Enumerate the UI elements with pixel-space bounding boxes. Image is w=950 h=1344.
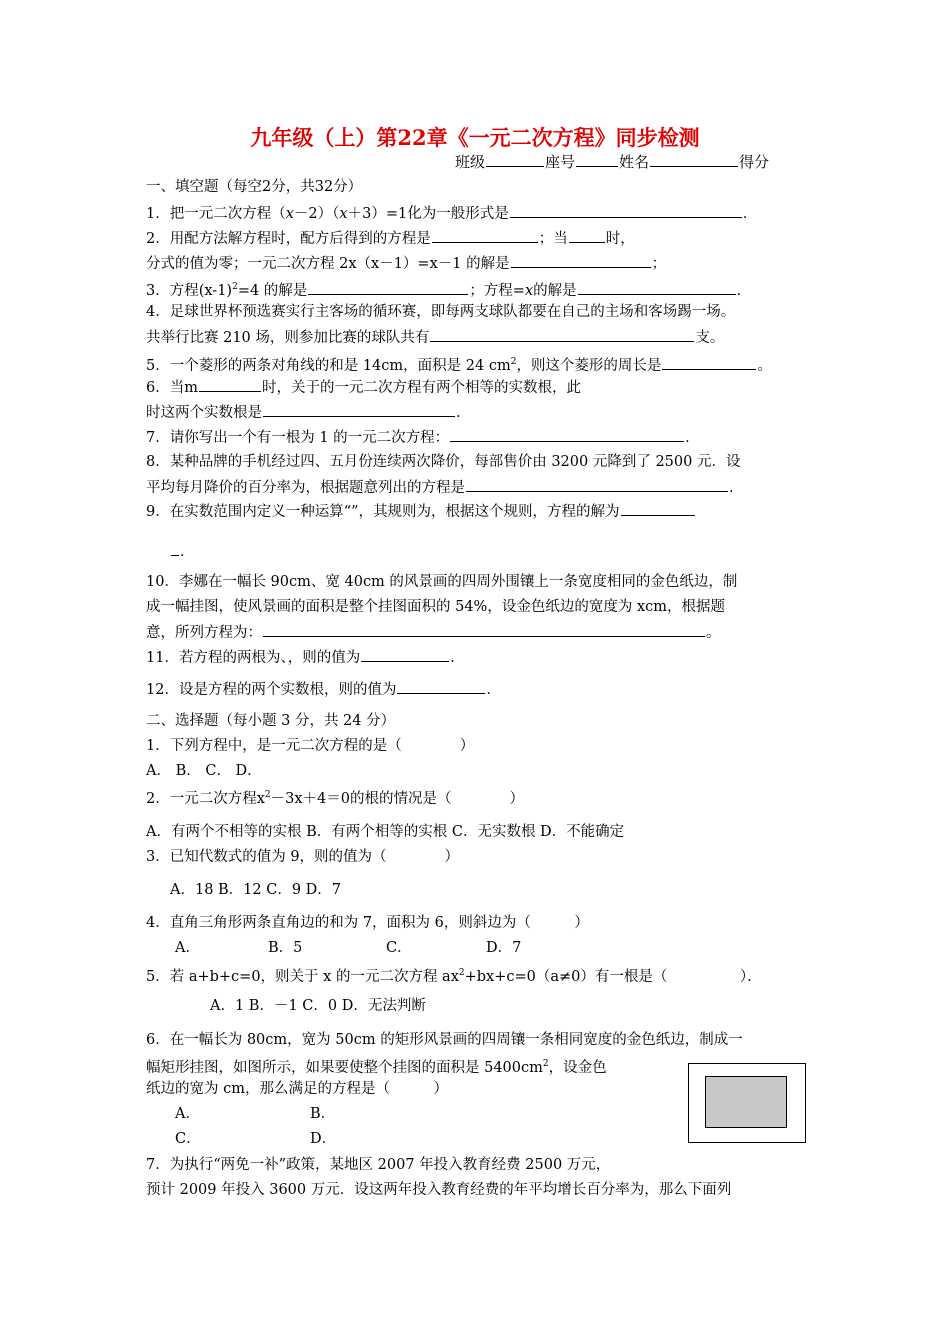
section2-heading: 二、选择题（每小题 3 分，共 24 分） xyxy=(146,713,396,729)
choice-7: 7．为执行“两免一补”政策，某地区 2007 年投入教育经费 2500 万元， xyxy=(146,1157,611,1173)
choice-6-cont: 幅矩形挂图，如图所示，如果要使整个挂图的面积是 $5400cm^2$，设金色 xyxy=(146,1059,607,1076)
name-blank[interactable] xyxy=(650,152,738,167)
question-10: 10．李娜在一幅长 90cm、宽 40cm 的风景画的四周外围镶上一条宽度相同的金色纸边，制 xyxy=(146,574,738,590)
answer-blank[interactable] xyxy=(578,280,736,295)
question-8: 8．某种品牌的手机经过四、五月份连续两次降价，每部售价由 3200 元降到了 2500 元．设 xyxy=(146,454,741,470)
choice-4-option-a: A． xyxy=(175,940,200,956)
landscape-painting-rect xyxy=(705,1076,787,1128)
choice-6-option-c: C． xyxy=(175,1131,201,1147)
choice-6-option-b: B． xyxy=(310,1106,336,1122)
page-title: 九年级（上）第22章《一元二次方程》同步检测 xyxy=(250,125,700,150)
question-7: 7．请你写出一个有一根为 1 的一元二次方程： ． xyxy=(146,427,700,448)
choice-4-option-d: D．7 xyxy=(486,940,522,956)
answer-blank[interactable] xyxy=(466,477,728,492)
choice-6-option-d: D． xyxy=(310,1131,337,1147)
answer-blank[interactable] xyxy=(510,203,742,218)
choice-2-options: A．有两个不相等的实根 B．有两个相等的实根 C．无实数根 D．不能确定 xyxy=(146,824,625,840)
score-label: 得分 xyxy=(739,153,770,171)
question-3: 3．方程$(x-1)^2=4$ 的解是 ；方程=x的解是 ． xyxy=(146,277,751,301)
choice-7-cont: 预计 2009 年投入 3600 万元．设这两年投入教育经费的年平均增长百分率为，那么下面列 xyxy=(146,1182,732,1198)
choice-4-option-c: C． xyxy=(386,940,412,956)
seat-label: 座号 xyxy=(545,153,576,171)
question-6-cont: 时这两个实数根是 ． xyxy=(146,402,471,423)
answer-blank[interactable] xyxy=(432,228,538,243)
choice-4-option-b: B．5 xyxy=(268,940,303,956)
question-2-cont: 分式的值为零；一元二次方程 2x（x－1）=x－1 的解是 ； xyxy=(146,253,666,274)
question-10-cont: 成一幅挂图，使风景画的面积是整个挂图面积的 54%，设金色纸边的宽度为 xcm，根据题 xyxy=(146,599,725,615)
class-blank[interactable] xyxy=(486,152,544,167)
question-1: 1．把一元二次方程（x－2）（x＋3）=1化为一般形式是 ． xyxy=(146,203,757,224)
question-4: 4．足球世界杯预选赛实行主客场的循环赛，即每两支球队都要在自己的主场和客场踢一场。 xyxy=(146,304,736,320)
choice-1-options: A． B． C． D． xyxy=(146,763,262,779)
choice-1: 1．下列方程中，是一元二次方程的是（ ） xyxy=(146,738,475,754)
answer-blank[interactable] xyxy=(621,501,695,516)
question-11: 11．若方程的两根为、，则的值为 ． xyxy=(146,647,465,668)
question-5: 5．一个菱形的两条对角线的和是 14cm，面积是 24 $cm^2$，则这个菱形的周长是 。 xyxy=(146,352,772,376)
student-info-line xyxy=(455,152,769,172)
question-2: 2．用配方法解方程时，配方后得到的方程是 ；当 时， xyxy=(146,228,635,249)
answer-blank[interactable] xyxy=(397,679,485,694)
name-label: 姓名 xyxy=(619,153,650,171)
answer-blank[interactable] xyxy=(662,355,756,370)
choice-5-options: A．1 B．－1 C．0 D．无法判断 xyxy=(210,998,426,1014)
answer-blank[interactable] xyxy=(263,402,455,417)
question-10-cont2: 意，所列方程为： 。 xyxy=(146,622,721,643)
choice-6-cont2: 纸边的宽为 cm，那么满足的方程是（ ） xyxy=(146,1081,448,1097)
class-label: 班级 xyxy=(455,153,486,171)
answer-blank[interactable] xyxy=(430,327,694,342)
section1-heading: 一、填空题（每空2分，共32分） xyxy=(146,179,363,195)
choice-5: 5．若 a+b+c=0，则关于 x 的一元二次方程 $ax^2+bx+c=0(a\ne 0)$有一根是（ ）． xyxy=(146,968,762,985)
choice-4: 4．直角三角形两条直角边的和为 7，面积为 6，则斜边为（ ） xyxy=(146,915,589,931)
answer-blank[interactable] xyxy=(361,647,449,662)
choice-3: 3．已知代数式的值为 9，则的值为（ ） xyxy=(146,849,460,865)
question-9-cont: ． xyxy=(170,541,195,562)
question-9: 9．在实数范围内定义一种运算“”，其规则为，根据这个规则，方程的解为 xyxy=(146,501,696,522)
question-8-cont: 平均每月降价的百分率为，根据题意列出的方程是 ． xyxy=(146,477,744,498)
seat-blank[interactable] xyxy=(576,152,618,167)
answer-blank[interactable] xyxy=(511,253,651,268)
answer-blank[interactable] xyxy=(308,280,468,295)
answer-blank[interactable] xyxy=(569,228,605,243)
answer-blank[interactable] xyxy=(199,377,261,392)
choice-3-options: A．18 B．12 C．9 D．7 xyxy=(170,882,342,898)
question-6: 6．当m 时，关于的一元二次方程有两个相等的实数根，此 xyxy=(146,377,581,398)
framed-picture-figure xyxy=(688,1063,806,1143)
question-4-cont: 共举行比赛 210 场，则参加比赛的球队共有 支。 xyxy=(146,327,724,348)
answer-blank[interactable] xyxy=(171,541,179,556)
choice-2: 2．一元二次方程$x^2-3x+4=0$的根的情况是（ ） xyxy=(146,790,525,807)
answer-blank[interactable] xyxy=(263,622,705,637)
question-12: 12．设是方程的两个实数根，则的值为 ． xyxy=(146,679,501,700)
answer-blank[interactable] xyxy=(450,427,684,442)
choice-6: 6．在一幅长为 80cm，宽为 50cm 的矩形风景画的四周镶一条相同宽度的金色纸边，制成一 xyxy=(146,1032,743,1048)
choice-6-option-a: A． xyxy=(175,1106,200,1122)
